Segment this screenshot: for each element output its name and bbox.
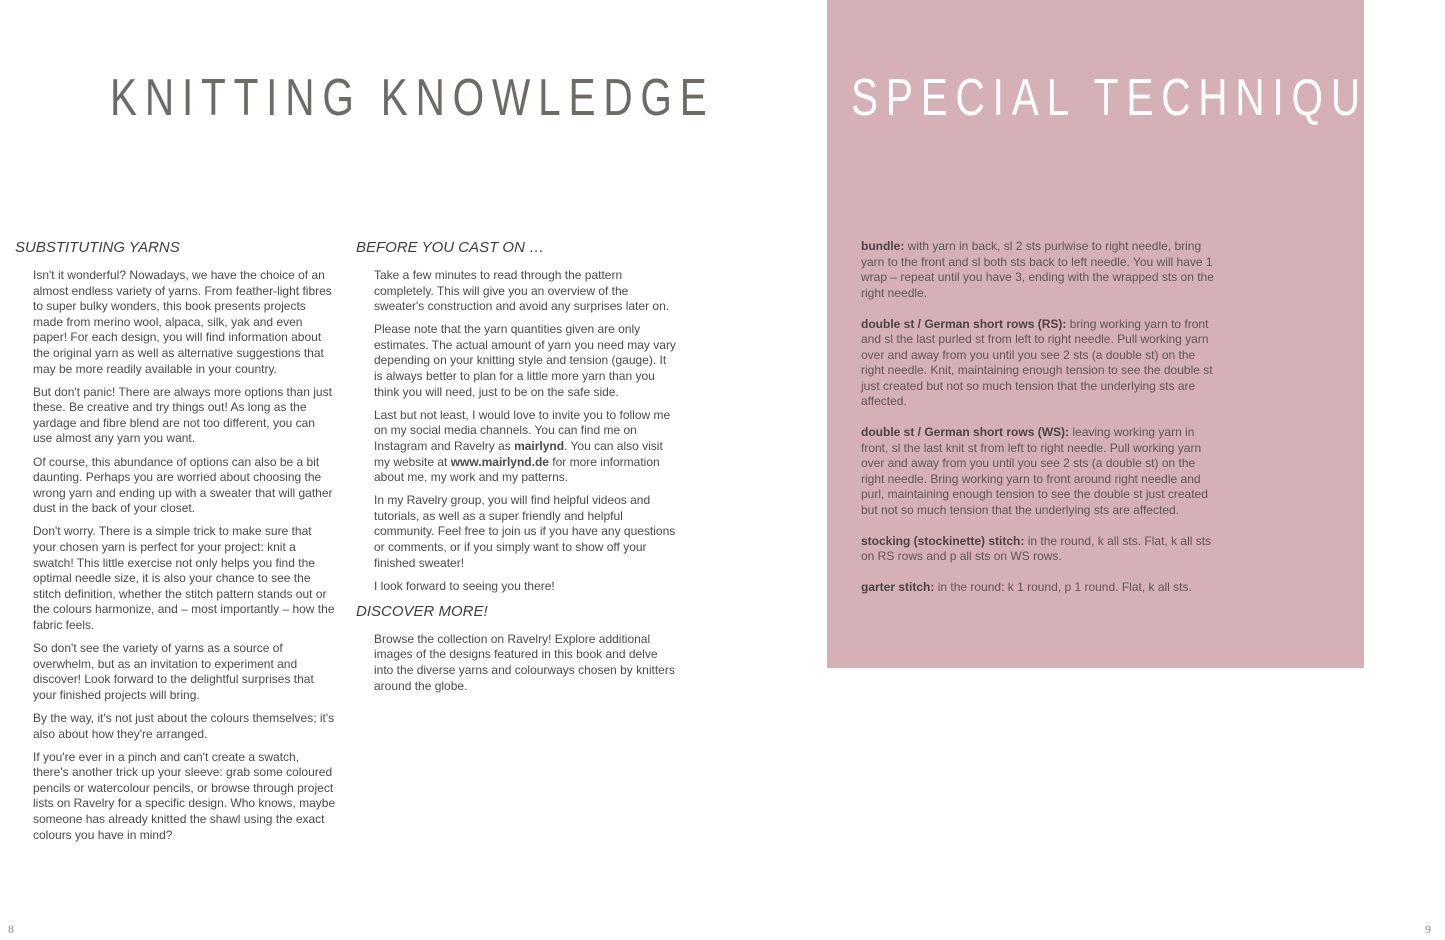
technique-term: stocking (stockinette) stitch: bbox=[861, 533, 1025, 548]
paragraph: Please note that the yarn quantities given are only estimates. The actual amount of yarn you need may vary depending on your knitting style and tension (gauge). It is always better to plan for a little more yarn than you think you will need, just to be on the safe side. bbox=[374, 322, 676, 399]
paragraph: Don't worry. There is a simple trick to make sure that your chosen yarn is perfect for your project: knit a swatch! This little exercise not only helps you find the optimal needle size, it is also your chance to see the stitch definition, whether the stitch pattern stands out or the colours harmonize, and – most importantly – how the fabric feels. bbox=[33, 524, 335, 632]
page-title-knitting-knowledge: KNITTING KNOWLEDGE bbox=[110, 69, 715, 127]
paragraph: I look forward to seeing you there! bbox=[374, 578, 555, 593]
technique-term: double st / German short rows (WS): bbox=[861, 425, 1070, 439]
technique-description: bring working yarn to front and sl the last purled st from left to right needle. Pull working yarn over and away from you until you see 2 sts (a double st) on the right needle. Knit, maintaining enough tension to see the double st just created but not so much tension that the underlying sts are affected. bbox=[861, 316, 1213, 408]
paragraph: Isn't it wonderful? Nowadays, we have the choice of an almost endless variety of yarns. From feather-light fibres to super bulky wonders, this book presents projects made from merino wool, alpaca, silk, yak and even paper! For each design, you will find information about the original yarn as well as alternative suggestions that may be more readily available in your country. bbox=[33, 268, 332, 376]
special-techniques-panel bbox=[827, 0, 1438, 668]
technique-description: leaving working yarn in front, sl the last knit st from left to right needle. Pull working yarn over and away from you until you see 2 sts (a double st) on the right needle. Bring working yarn to front around right needle and purl, maintaining enough tension to see the double st just created but not so much tension that the underlying sts are affected. bbox=[861, 425, 1208, 517]
paragraph: Of course, this abundance of options can also be a bit daunting. Perhaps you are worried about choosing the wrong yarn and ending up with a sweater that will gather dust in the back of your closet. bbox=[33, 454, 333, 516]
substituting-paragraphs bbox=[15, 268, 337, 843]
text: Last but not least, I would love to invite you to follow me on my social media channels. You can find me on Instagram and Ravelry as bbox=[374, 407, 671, 453]
heading-substituting-yarns: SUBSTITUTING YARNS bbox=[15, 239, 180, 256]
paragraph: But don't panic! There are always more options than just these. Be creative and try things out! As long as the yardage and fibre blend are not too different, you can use almost any yarn you want. bbox=[33, 384, 332, 446]
paragraph: By the way, it's not just about the colours themselves; it's also about how they're arranged. bbox=[33, 710, 335, 741]
technique-description: in the round, k all sts. Flat, k all sts on RS rows and p all sts on WS rows. bbox=[861, 533, 1212, 563]
website-link[interactable]: www.mairlynd.de bbox=[450, 454, 549, 469]
technique-item bbox=[861, 425, 1221, 518]
technique-item bbox=[861, 580, 1221, 596]
technique-item bbox=[861, 534, 1221, 565]
technique-term: bundle: bbox=[861, 239, 905, 253]
column-substituting-yarns bbox=[15, 238, 337, 851]
technique-item bbox=[861, 239, 1221, 301]
ravelry-handle-link[interactable]: mairlynd bbox=[514, 438, 565, 453]
page-title-special-techniques: SPECIAL TECHNIQUES bbox=[851, 69, 1438, 127]
page-number-right: 9 bbox=[1425, 922, 1431, 936]
paragraph: So don't see the variety of yarns as a source of overwhelm, but as an invitation to experiment and discover! Look forward to the delightful surprises that your finished projects will bring. bbox=[33, 641, 314, 702]
text: for more information about me, my work and my patterns. bbox=[374, 454, 660, 485]
paragraph: Browse the collection on Ravelry! Explore additional images of the designs featured in this book and delve into the diverse yarns and colourways chosen by knitters around the globe. bbox=[374, 631, 675, 693]
paragraph-social bbox=[374, 408, 676, 486]
technique-description: in the round: k 1 round, p 1 round. Flat, k all sts. bbox=[934, 580, 1192, 594]
paragraph: Take a few minutes to read through the pattern completely. This will give you an overview of the sweater's construction and avoid any surprises later on. bbox=[374, 268, 670, 314]
column-before-you-cast-on bbox=[356, 238, 676, 702]
technique-item bbox=[861, 317, 1221, 410]
techniques-list bbox=[861, 239, 1221, 611]
paragraph: If you're ever in a pinch and can't create a swatch, there's another trick up your sleeve: grab some coloured pencils or watercolour pencils, or browse through project lists on Ravelry for a specific design. Who knows, maybe someone has already knitted the shawl using the exact colours you have in mind? bbox=[33, 749, 336, 842]
heading-discover-more: DISCOVER MORE! bbox=[356, 602, 488, 620]
page-number-left: 8 bbox=[8, 922, 14, 936]
technique-term: garter stitch: bbox=[861, 580, 935, 594]
heading-before-you-cast-on: BEFORE YOU CAST ON … bbox=[356, 239, 545, 256]
technique-term: double st / German short rows (RS): bbox=[861, 316, 1067, 331]
text: . You can also visit my website at bbox=[374, 438, 663, 469]
paragraph: In my Ravelry group, you will find helpful videos and tutorials, as well as a super friendly and helpful community. Feel free to join us if you have any questions or comments, or if you simply want to show off your finished sweater! bbox=[374, 493, 676, 570]
technique-description: with yarn in back, sl 2 sts purlwise to right needle, bring yarn to the front and sl both sts back to left needle. You will have 1 wrap – repeat until you have 3, ending with the wrapped sts on the right needle. bbox=[861, 239, 1214, 300]
